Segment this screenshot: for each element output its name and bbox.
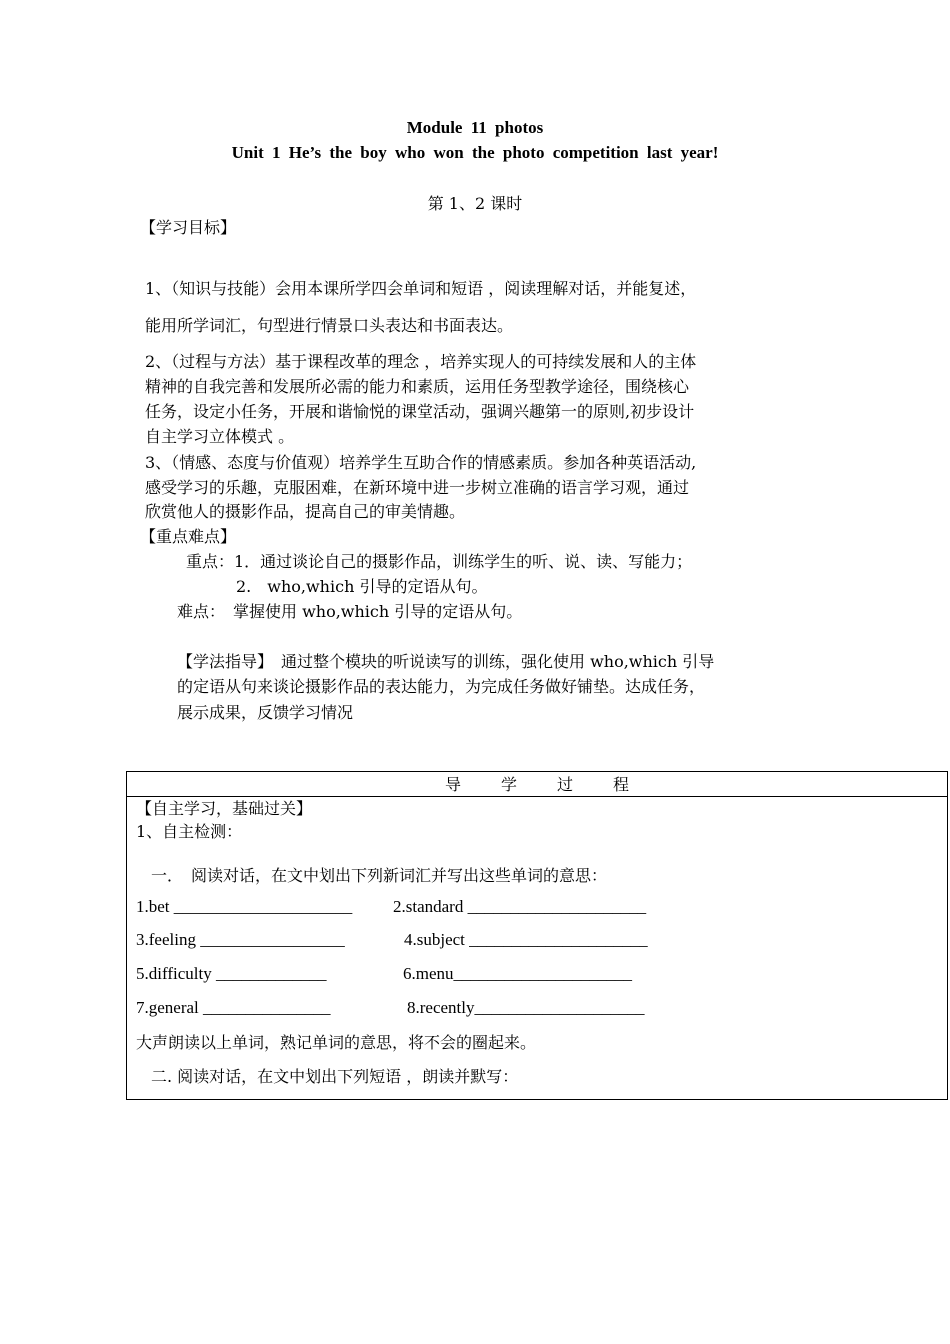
guide-process-header: 导学过程 [127,772,947,797]
objective-3-line-1: 3、（情感、态度与价值观）培养学生互助合作的情感素质。参加各种英语活动, [145,453,697,472]
objective-3-line-2: 感受学习的乐趣，克服困难，在新环境中进一步树立准确的语言学习观，通过 [145,478,690,497]
vocab-item-3[interactable]: 3.feeling _________________ [136,930,345,949]
vocab-item-4[interactable]: 4.subject _____________________ [404,930,648,949]
objective-1-line-1: 1、（知识与技能）会用本课所学四会单词和短语 ，阅读理解对话，并能复述， [145,279,697,298]
vocab-item-8[interactable]: 8.recently____________________ [407,998,645,1017]
vocab-item-2[interactable]: 2.standard _____________________ [393,897,647,916]
self-check-label: 1、自主检测： [136,822,243,841]
module-title: Module 11 photos [406,118,544,137]
objectives-heading: 【学习目标】 [140,218,237,237]
method-line-1: 【学法指导】 通过整个模块的听说读写的训练，强化使用 who,which 引导 [177,652,715,671]
method-line-2: 的定语从句来谈论摄影作品的表达能力，为完成任务做好铺垫。达成任务， [177,677,706,696]
objective-2-line-3: 任务，设定小任务，开展和谐愉悦的课堂活动，强调兴趣第一的原则,初步设计 [145,402,695,421]
objective-2-line-2: 精神的自我完善和发展所必需的能力和素质，运用任务型教学途径，围绕核心 [145,377,690,396]
vocab-item-6[interactable]: 6.menu_____________________ [403,964,633,983]
read-aloud-instruction: 大声朗读以上单词，熟记单词的意思，将不会的圈起来。 [136,1033,537,1052]
objective-1-line-2: 能用所学词汇，句型进行情景口头表达和书面表达。 [145,316,514,335]
key-point-2: 2. who,which 引导的定语从句。 [236,577,488,596]
method-line-3: 展示成果，反馈学习情况 [177,703,354,722]
lesson-label: 第 1、2 课时 [427,194,523,213]
vocab-item-7[interactable]: 7.general _______________ [136,998,331,1017]
key-point-1: 重点：1．通过谈论自己的摄影作品，训练学生的听、说、读、写能力； [186,552,693,571]
guide-process-table [126,771,948,1100]
objective-2-line-1: 2、（过程与方法）基于课程改革的理念 ，培养实现人的可持续发展和人的主体 [145,352,697,371]
unit-title: Unit 1 He’s the boy who won the photo competition last year! [231,143,719,162]
objective-2-line-4: 自主学习立体模式 。 [145,427,295,446]
vocab-item-1[interactable]: 1.bet _____________________ [136,897,353,916]
objective-3-line-3: 欣赏他人的摄影作品，提高自己的审美情趣。 [145,502,466,521]
self-study-heading: 【自主学习，基础过关】 [136,799,313,818]
vocab-item-5[interactable]: 5.difficulty _____________ [136,964,327,983]
difficulty-point: 难点： 掌握使用 who,which 引导的定语从句。 [177,602,523,621]
task-1-instruction: 一． 阅读对话，在文中划出下列新词汇并写出这些单词的意思： [151,866,608,885]
key-points-heading: 【重点难点】 [140,527,237,546]
task-2-instruction: 二. 阅读对话，在文中划出下列短语 ，朗读并默写： [151,1067,519,1086]
